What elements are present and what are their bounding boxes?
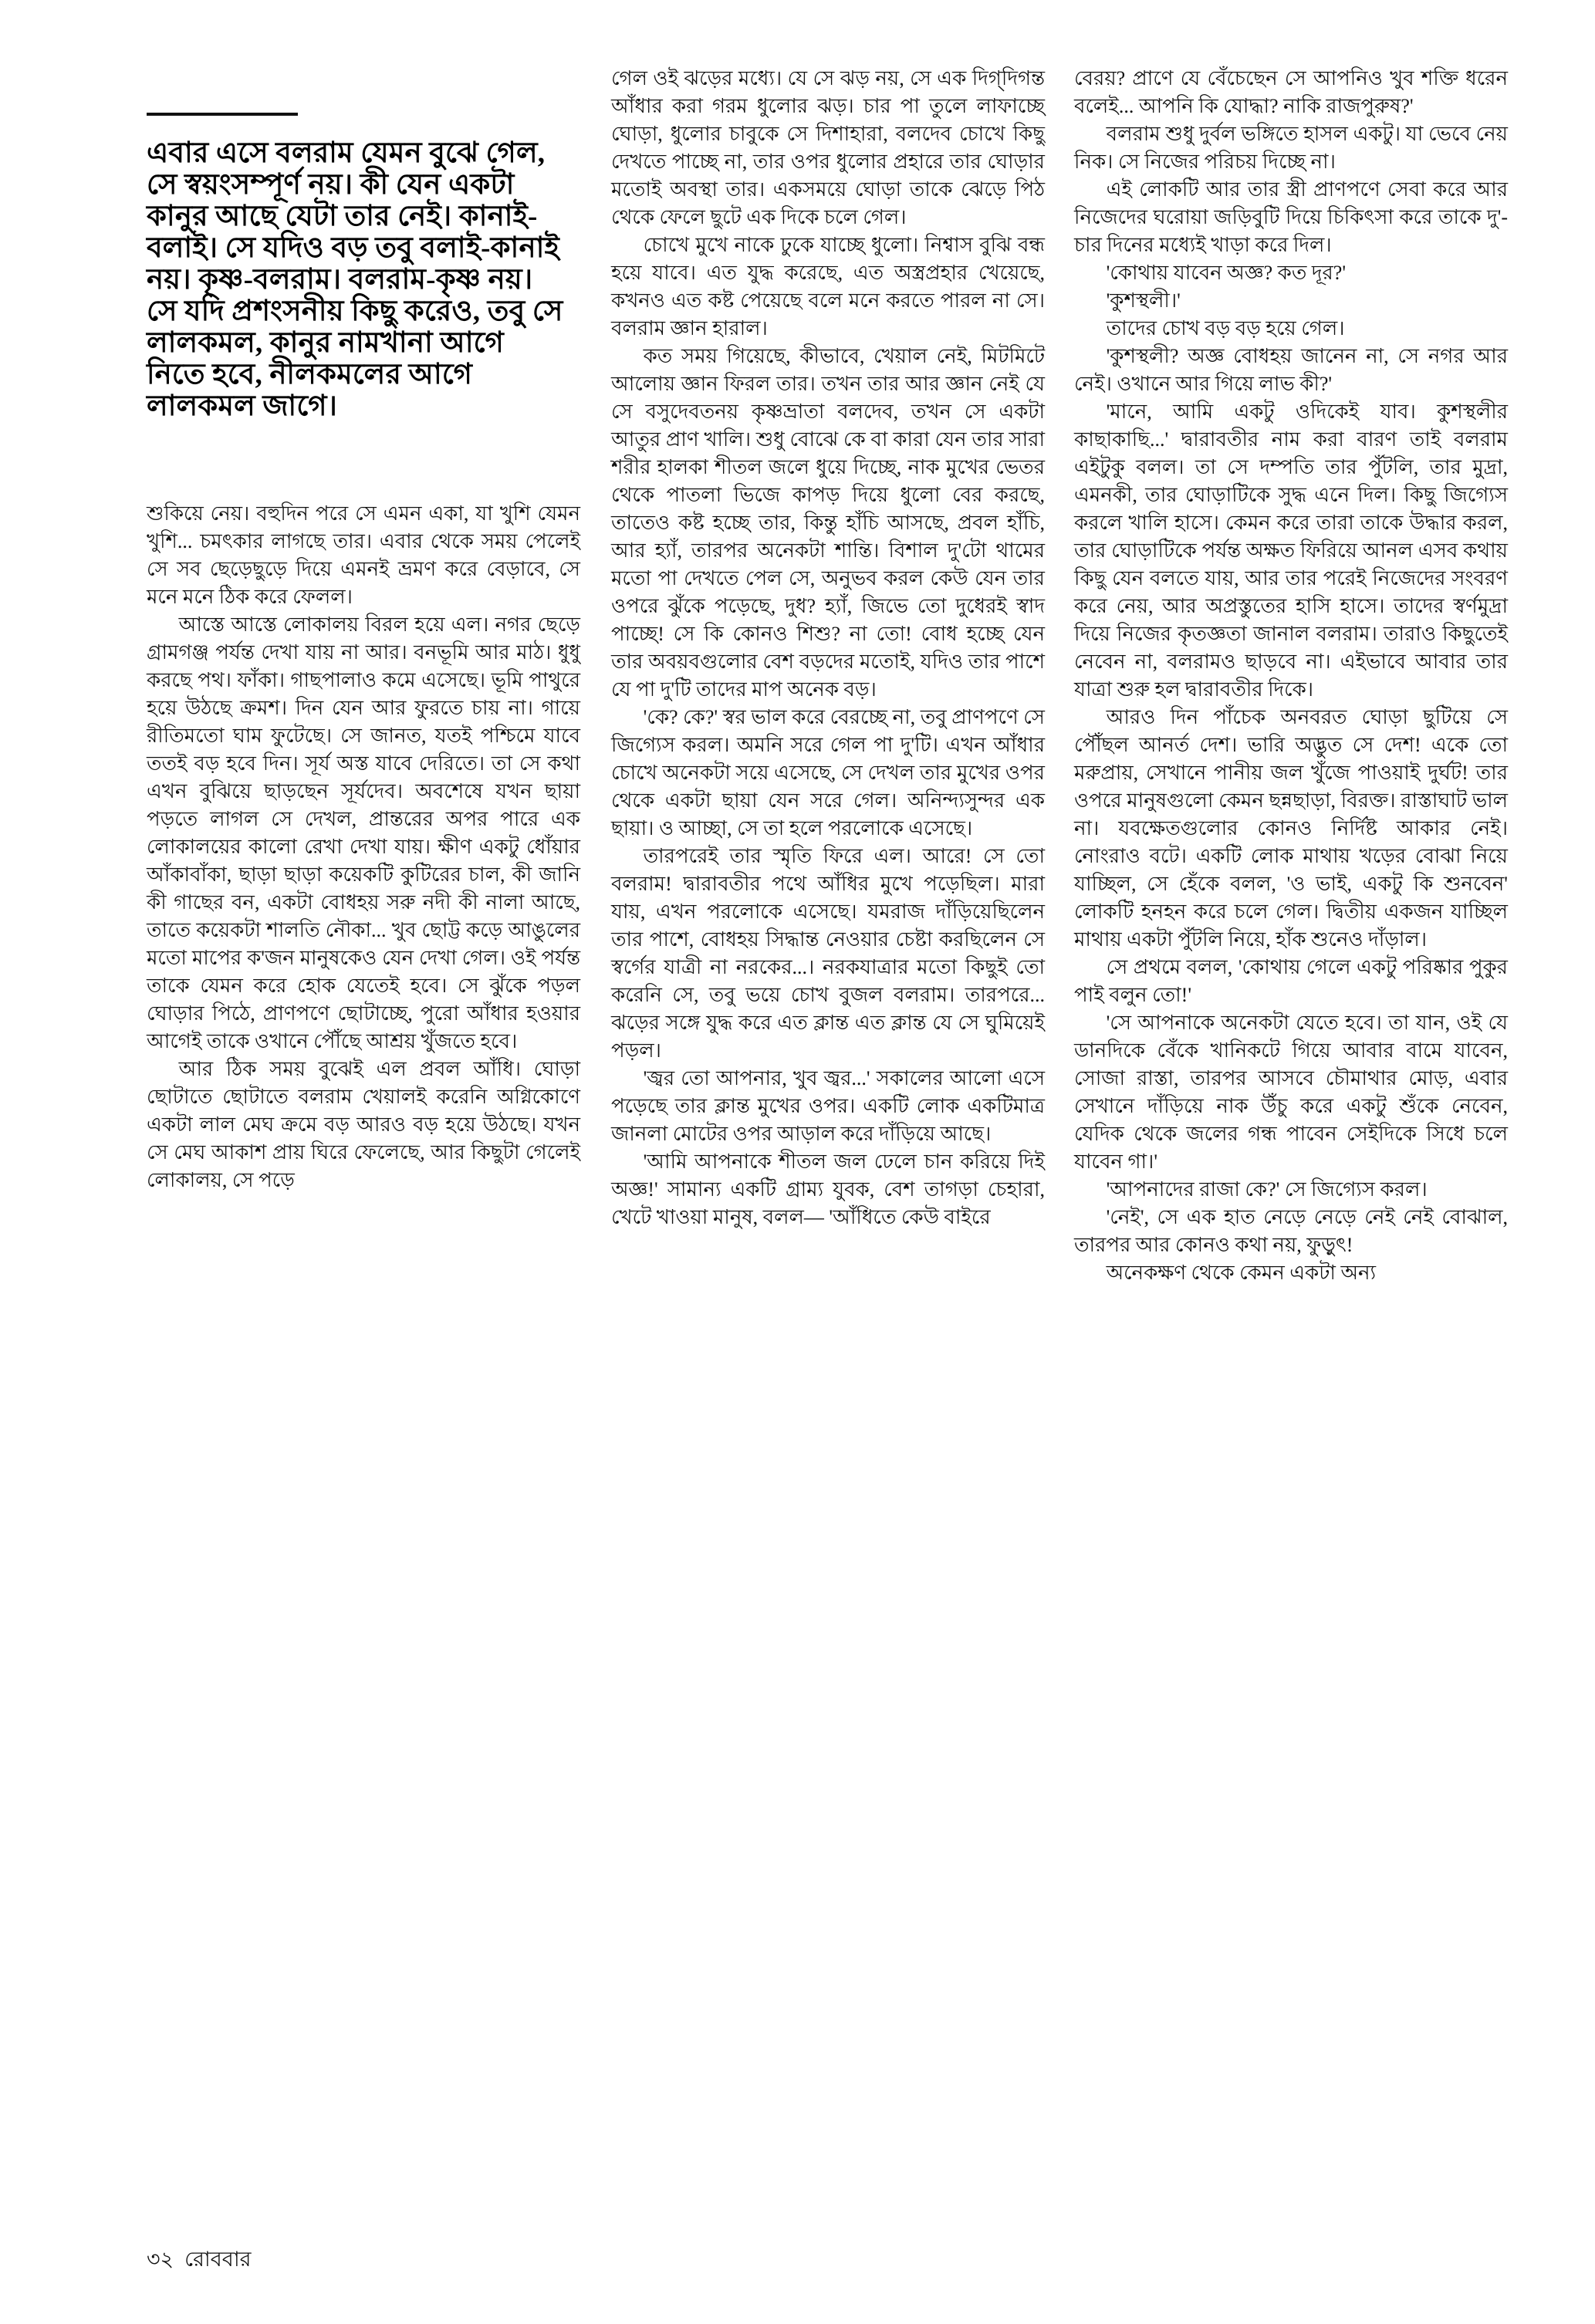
paragraph: অনেকক্ষণ থেকে কেমন একটা অন্য: [1106, 1262, 1377, 1284]
paragraph: তাদের চোখ বড় বড় হয়ে গেল।: [1106, 317, 1345, 339]
paragraph: 'আমি আপনাকে শীতল জল ঢেলে চান করিয়ে দিই অজ্ঞ!' সামান্য একটি গ্রাম্য যুবক, বেশ তাগড়া চেহারা, খেটে খাওয়া মানুষ, বলল— 'আঁধিতে কেউ বাইরে: [611, 1150, 1045, 1228]
paragraph: 'কোথায় যাবেন অজ্ঞ? কত দূর?': [1106, 262, 1347, 284]
paragraph: এই লোকটি আর তার স্ত্রী প্রাণপণে সেবা করে আর নিজেদের ঘরোয়া জড়িবুটি দিয়ে চিকিৎসা করে তাকে দু'-চার দিনের মধ্যেই খাড়া করে দিল।: [1074, 178, 1508, 256]
paragraph: বেরয়? প্রাণে যে বেঁচেছেন সে আপনিও খুব শক্তি ধরেন বলেই... আপনি কি যোদ্ধা? নাকি রাজপুরুষ?': [1074, 67, 1508, 117]
paragraph: আর ঠিক সময় বুঝেই এল প্রবল আঁধি। ঘোড়া ছোটাতে ছোটাতে বলরাম খেয়ালই করেনি অগ্নিকোণে একটা লাল মেঘ ক্রমে বড় আরও বড় হয়ে উঠছে। যখন সে মেঘ আকাশ প্রায় ঘিরে ফেলেছে, আর কিছুটা গেলেই লোকালয়, সে পড়ে: [147, 1058, 580, 1191]
paragraph: তারপরেই তার স্মৃতি ফিরে এল। আরে! সে তো বলরাম! দ্বারাবতীর পথে আঁধির মুখে পড়েছিল। মারা যায়, এখন পরলোকে এসেছে। যমরাজ দাঁড়িয়েছিলেন তার পাশে, বোধহয় সিদ্ধান্ত নেওয়ার চেষ্টা করছিলেন সে স্বর্গের যাত্রী না নরকের...। নরকযাত্রার মতো কিছুই তো করেনি সে, তবু ভয়ে চোখ বুজল বলরাম। তারপরে... ঝড়ের সঙ্গে যুদ্ধ করে এত ক্লান্ত এত ক্লান্ত যে সে ঘুমিয়েই পড়ল।: [611, 845, 1045, 1062]
paragraph: 'জ্বর তো আপনার, খুব জ্বর...' সকালের আলো এসে পড়েছে তার ক্লান্ত মুখের ওপর। একটি লোক একটিমাত্র জানলা মোটের ওপর আড়াল করে দাঁড়িয়ে আছে।: [611, 1067, 1045, 1145]
page-footer: [147, 2247, 252, 2272]
paragraph: 'কুশস্থলী? অজ্ঞ বোধহয় জানেন না, সে নগর আর নেই। ওখানে আর গিয়ে লাভ কী?': [1074, 345, 1508, 395]
paragraph: 'কুশস্থলী।': [1106, 289, 1181, 312]
paragraph: বলরাম শুধু দুর্বল ভঙ্গিতে হাসল একটু। যা ভেবে নেয় নিক। সে নিজের পরিচয় দিচ্ছে না।: [1074, 123, 1508, 173]
pull-quote: এবার এসে বলরাম যেমন বুঝে গেল, সে স্বয়ংসম্পূর্ণ নয়। কী যেন একটা কানুর আছে যেটা তার নেই। কানাই-বলাই। সে যদিও বড় তবু বলাই-কানাই নয়। কৃষ্ণ-বলরাম। বলরাম-কৃষ্ণ নয়। সে যদি প্রশংসনীয় কিছু করেও, তবু সে লালকমল, কানুর নামখানা আগে নিতে হবে, নীলকমলের আগে লালকমল জাগে।: [147, 137, 563, 422]
paragraph: সে প্রথমে বলল, 'কোথায় গেলে একটু পরিষ্কার পুকুর পাই বলুন তো!': [1074, 956, 1508, 1006]
pullquote-rule: [147, 113, 298, 116]
text-column-right: [1074, 65, 1508, 2238]
paragraph: আরও দিন পাঁচেক অনবরত ঘোড়া ছুটিয়ে সে পৌঁছল আনর্ত দেশ। ভারি অদ্ভুত সে দেশ! একে তো মরুপ্রায়, সেখানে পানীয় জল খুঁজে পাওয়াই দুর্ঘট! তার ওপরে মানুষগুলো কেমন ছন্নছাড়া, বিরক্ত। রাস্তাঘাট ভাল না। যবক্ষেতগুলোর কোনও নির্দিষ্ট আকার নেই। নোংরাও বটে। একটি লোক মাথায় খড়ের বোঝা নিয়ে যাচ্ছিল, সে হেঁকে বলল, 'ও ভাই, একটু কি শুনবেন' লোকটি হনহন করে চলে গেল। দ্বিতীয় একজন যাচ্ছিল মাথায় একটা পুঁটলি নিয়ে, হাঁক শুনেও দাঁড়াল।: [1074, 706, 1508, 951]
page-number: ৩২: [147, 2248, 174, 2271]
paragraph: 'কে? কে?' স্বর ভাল করে বেরচ্ছে না, তবু প্রাণপণে সে জিগ্যেস করল। অমনি সরে গেল পা দু'টি। এখন আঁধার চোখে অনেকটা সয়ে এসেছে, সে দেখল তার মুখের ওপর থেকে একটা ছায়া যেন সরে গেল। অনিন্দ্যসুন্দর এক ছায়া। ও আচ্ছা, সে তা হলে পরলোকে এসেছে।: [611, 706, 1045, 839]
paragraph: 'নেই', সে এক হাত নেড়ে নেড়ে নেই নেই বোঝাল, তারপর আর কোনও কথা নয়, ফুড়ুৎ!: [1074, 1206, 1508, 1256]
paragraph: কত সময় গিয়েছে, কীভাবে, খেয়াল নেই, মিটমিটে আলোয় জ্ঞান ফিরল তার। তখন তার আর জ্ঞান নেই যে সে বসুদেবতনয় কৃষ্ণভ্রাতা বলদেব, তখন সে একটা আতুর প্রাণ খালি। শুধু বোঝে কে বা কারা যেন তার সারা শরীর হালকা শীতল জলে ধুয়ে দিচ্ছে, নাক মুখের ভেতর থেকে পাতলা ভিজে কাপড় দিয়ে ধুলো বের করছে, তাতেও কষ্ট হচ্ছে তার, কিন্তু হাঁচি আসছে, প্রবল হাঁচি, আর হ্যাঁ, তারপর অনেকটা শান্তি। বিশাল দু'টো থামের মতো পা দেখতে পেল সে, অনুভব করল কেউ যেন তার ওপরে ঝুঁকে পড়েছে, দুধ? হ্যাঁ, জিভে তো দুধেরই স্বাদ পাচ্ছে! সে কি কোনও শিশু? না তো! বোধ হচ্ছে যেন তার অবয়বগুলোর বেশ বড়দের মতোই, যদিও তার পাশে যে পা দু'টি তাদের মাপ অনেক বড়।: [611, 345, 1045, 701]
paragraph: আস্তে আস্তে লোকালয় বিরল হয়ে এল। নগর ছেড়ে গ্রামগঞ্জ পর্যন্ত দেখা যায় না আর। বনভূমি আর মাঠ। ধুধু করছে পথ। ফাঁকা। গাছপালাও কমে এসেছে। ভূমি পাথুরে হয়ে উঠছে ক্রমশ। দিন যেন আর ফুরতে চায় না। গায়ে রীতিমতো ঘাম ফুটেছে। সে জানত, যতই পশ্চিমে যাবে ততই বড় হবে দিন। সূর্য অস্ত যাবে দেরিতে। তা সে কথা এখন বুঝিয়ে ছাড়ছেন সূর্যদেব। অবশেষে যখন ছায়া পড়তে লাগল সে দেখল, প্রান্তরের অপর পারে এক লোকালয়ের কালো রেখা দেখা যায়। ক্ষীণ একটু ধোঁয়ার আঁকাবাঁকা, ছাড়া ছাড়া কয়েকটি কুটিরের চাল, কী জানি কী গাছের বন, একটা বোধহয় সরু নদী কী নালা আছে, তাতে কয়েকটা শালতি নৌকা... খুব ছোট্ট কড়ে আঙুলের মতো মাপের ক'জন মানুষকেও যেন দেখা গেল। ওই পর্যন্ত তাকে যেমন করে হোক যেতেই হবে। সে ঝুঁকে পড়ল ঘোড়ার পিঠে, প্রাণপণে ছোটাচ্ছে, পুরো আঁধার হওয়ার আগেই তাকে ওখানে পৌঁছে আশ্রয় খুঁজতে হবে।: [147, 613, 580, 1052]
text-column-middle: [611, 65, 1045, 2238]
paragraph: 'মানে, আমি একটু ওদিকেই যাব। কুশস্থলীর কাছাকাছি...' দ্বারাবতীর নাম করা বারণ তাই বলরাম এইটুকু বলল। তা সে দম্পতি তার পুঁটলি, তার মুদ্রা, এমনকী, তার ঘোড়াটিকে সুদ্ধ এনে দিল। কিছু জিগ্যেস করলে খালি হাসে। কেমন করে তারা তাকে উদ্ধার করল, তার ঘোড়াটিকে পর্যন্ত অক্ষত ফিরিয়ে আনল এসব কথায় কিছু যেন বলতে যায়, আর তার পরেই নিজেদের সংবরণ করে নেয়, আর অপ্রস্তুতের হাসি হাসে। তাদের স্বর্ণমুদ্রা দিয়ে নিজের কৃতজ্ঞতা জানাল বলরাম। তারাও কিছুতেই নেবেন না, বলরামও ছাড়বে না। এইভাবে আবার তার যাত্রা শুরু হল দ্বারাবতীর দিকে।: [1074, 400, 1508, 701]
text-column-left: [147, 500, 580, 2236]
paragraph: 'আপনাদের রাজা কে?' সে জিগ্যেস করল।: [1106, 1178, 1428, 1201]
magazine-title: রোববার: [184, 2248, 252, 2271]
paragraph: শুকিয়ে নেয়। বহুদিন পরে সে এমন একা, যা খুশি যেমন খুশি... চমৎকার লাগছে তার। এবার থেকে সময় পেলেই সে সব ছেড়েছুড়ে দিয়ে এমনই ভ্রমণ করে বেড়াবে, সে মনে মনে ঠিক করে ফেলল।: [147, 502, 580, 608]
paragraph: চোখে মুখে নাকে ঢুকে যাচ্ছে ধুলো। নিশ্বাস বুঝি বন্ধ হয়ে যাবে। এত যুদ্ধ করেছে, এত অস্ত্রপ্রহার খেয়েছে, কখনও এত কষ্ট পেয়েছে বলে মনে করতে পারল না সে। বলরাম জ্ঞান হারাল।: [611, 234, 1045, 339]
paragraph: 'সে আপনাকে অনেকটা যেতে হবে। তা যান, ওই যে ডানদিকে বেঁকে খানিকটে গিয়ে আবার বামে যাবেন, সোজা রাস্তা, তারপর আসবে চৌমাথার মোড়, এবার সেখানে দাঁড়িয়ে নাক উঁচু করে একটু শুঁকে নেবেন, যেদিক থেকে জলের গন্ধ পাবেন সেইদিকে সিধে চলে যাবেন গা।': [1074, 1012, 1508, 1173]
paragraph: গেল ওই ঝড়ের মধ্যে। যে সে ঝড় নয়, সে এক দিগ্‌দিগন্ত আঁধার করা গরম ধুলোর ঝড়। চার পা তুলে লাফাচ্ছে ঘোড়া, ধুলোর চাবুকে সে দিশাহারা, বলদেব চোখে কিছু দেখতে পাচ্ছে না, তার ওপর ধুলোর প্রহারে তার ঘোড়ার মতোই অবস্থা তার। একসময়ে ঘোড়া তাকে ঝেড়ে পিঠ থেকে ফেলে ছুটে এক দিকে চলে গেল।: [611, 67, 1045, 228]
